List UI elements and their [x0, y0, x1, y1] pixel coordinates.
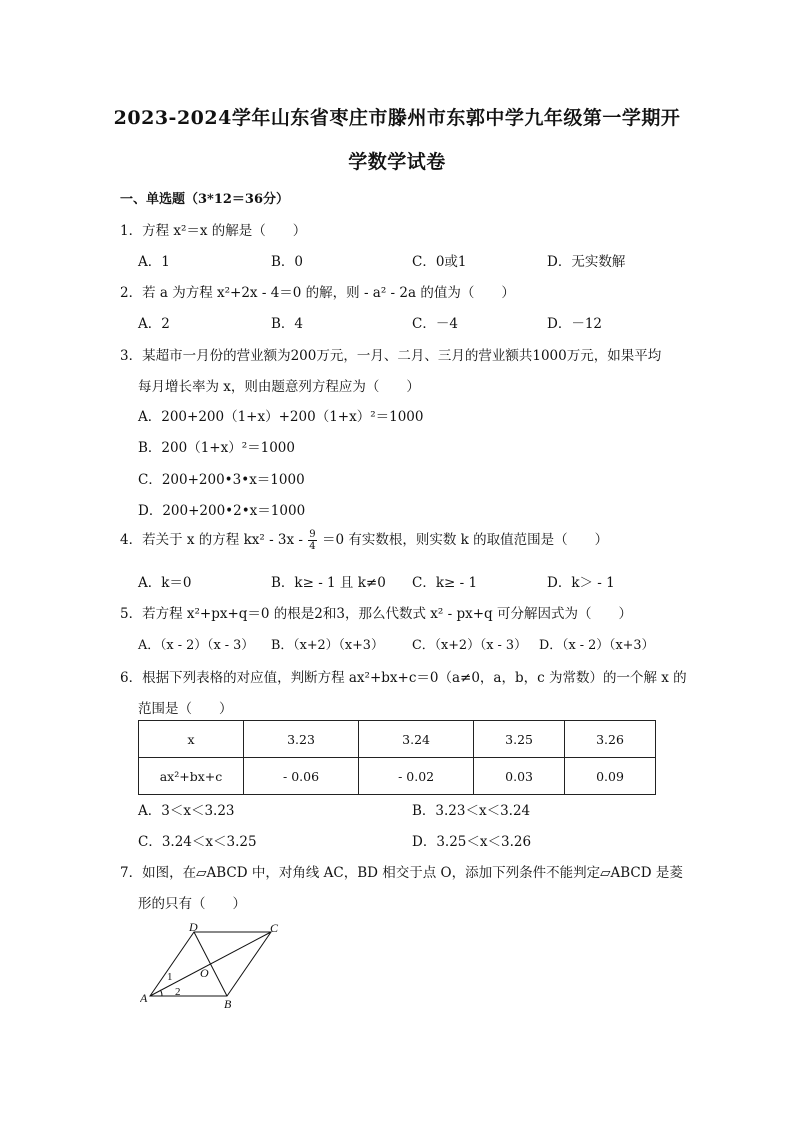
- q2-option-a: A．2: [138, 316, 170, 332]
- q4-option-a: A．k＝0: [138, 575, 192, 591]
- q5-option-b: B．（x+2）（x+3）: [271, 638, 384, 653]
- exam-title-line1: 2023-2024学年山东省枣庄市滕州市东郭中学九年级第一学期开: [113, 107, 681, 129]
- q5-option-c: C．（x+2）（x - 3）: [412, 638, 527, 653]
- section-heading: 一、单选题（3*12＝36分）: [120, 192, 290, 207]
- label-a: A: [140, 991, 148, 1005]
- q2-option-b: B．4: [271, 316, 304, 332]
- table-cell: 0.09: [565, 758, 656, 795]
- exam-title-line2: 学数学试卷: [348, 151, 446, 173]
- question-3-stem-line2: 每月增长率为 x，则由题意列方程应为（ ）: [138, 379, 420, 395]
- q4-stem-post: ＝0 有实数根，则实数 k 的取值范围是（ ）: [321, 532, 609, 548]
- question-7-stem-line2: 形的只有（ ）: [138, 896, 246, 912]
- q3-option-c: C．200+200•3•x＝1000: [138, 472, 305, 488]
- angle-arc-2: [161, 991, 162, 996]
- q4-option-d: D．k＞ - 1: [547, 575, 615, 591]
- q5-option-d: D．（x - 2）（x+3）: [539, 638, 655, 653]
- label-angle-1: 1: [167, 971, 173, 983]
- label-d: D: [189, 920, 198, 934]
- table-row: [139, 721, 656, 758]
- question-6-stem-line2: 范围是（ ）: [138, 701, 233, 717]
- q4-fraction: [308, 529, 316, 552]
- label-o: O: [200, 966, 209, 980]
- table-cell: - 0.06: [244, 758, 359, 795]
- q3-option-d: D．200+200•2•x＝1000: [138, 503, 306, 519]
- q6-option-b: B．3.23＜x＜3.24: [412, 803, 531, 819]
- q5-option-a: A．（x - 2）（x - 3）: [138, 638, 255, 653]
- diagonal-bd: [194, 932, 227, 996]
- q4-option-c: C．k≥ - 1: [412, 575, 478, 591]
- label-b: B: [224, 997, 232, 1010]
- q4-fraction-denominator: 4: [309, 541, 316, 552]
- table-cell: 3.24: [359, 721, 474, 758]
- q1-option-b: B．0: [271, 254, 304, 270]
- question-1-stem: 1．方程 x²＝x 的解是（ ）: [120, 223, 307, 239]
- question-7-stem-line1: 7．如图，在▱ABCD 中，对角线 AC，BD 相交于点 O，添加下列条件不能判定▱ABCD 是菱: [120, 865, 683, 881]
- table-cell: 3.23: [244, 721, 359, 758]
- q1-option-d: D．无实数解: [547, 254, 626, 270]
- table-cell: x: [139, 721, 244, 758]
- q2-option-d: D．－12: [547, 316, 603, 332]
- question-3-stem-line1: 3．某超市一月份的营业额为200万元，一月、二月、三月的营业额共1000万元，如果平均: [120, 348, 662, 364]
- table-cell: 0.03: [474, 758, 565, 795]
- table-cell: ax²+bx+c: [139, 758, 244, 795]
- q2-option-c: C．－4: [412, 316, 458, 332]
- label-c: C: [270, 921, 279, 935]
- q6-option-a: A．3＜x＜3.23: [138, 803, 235, 819]
- q3-option-b: B．200（1+x）²＝1000: [138, 440, 295, 456]
- q4-stem-pre: 4．若关于 x 的方程 kx² - 3x -: [120, 532, 303, 548]
- q6-option-c: C．3.24＜x＜3.25: [138, 834, 257, 850]
- parallelogram-figure: [140, 920, 290, 1010]
- q3-option-a: A．200+200（1+x）+200（1+x）²＝1000: [138, 409, 424, 425]
- question-2-stem: 2．若 a 为方程 x²+2x - 4＝0 的解，则 - a² - 2a 的值为（ ）: [120, 285, 515, 301]
- q6-option-d: D．3.25＜x＜3.26: [412, 834, 532, 850]
- question-4-stem: [120, 528, 608, 552]
- label-angle-2: 2: [175, 986, 181, 998]
- q4-fraction-numerator: 9: [309, 529, 316, 540]
- q1-option-a: A．1: [138, 254, 170, 270]
- q4-option-b: B．k≥ - 1 且 k≠0: [271, 575, 386, 591]
- q6-value-table: [138, 720, 656, 795]
- question-5-stem: 5．若方程 x²+px+q＝0 的根是2和3，那么代数式 x² - px+q 可分解因式为（ ）: [120, 606, 632, 622]
- table-row: [139, 758, 656, 795]
- question-6-stem-line1: 6．根据下列表格的对应值，判断方程 ax²+bx+c＝0（a≠0，a，b，c 为常数）的一个解 x 的: [120, 670, 687, 686]
- q1-option-c: C．0或1: [412, 254, 467, 270]
- table-cell: 3.25: [474, 721, 565, 758]
- table-cell: 3.26: [565, 721, 656, 758]
- table-cell: - 0.02: [359, 758, 474, 795]
